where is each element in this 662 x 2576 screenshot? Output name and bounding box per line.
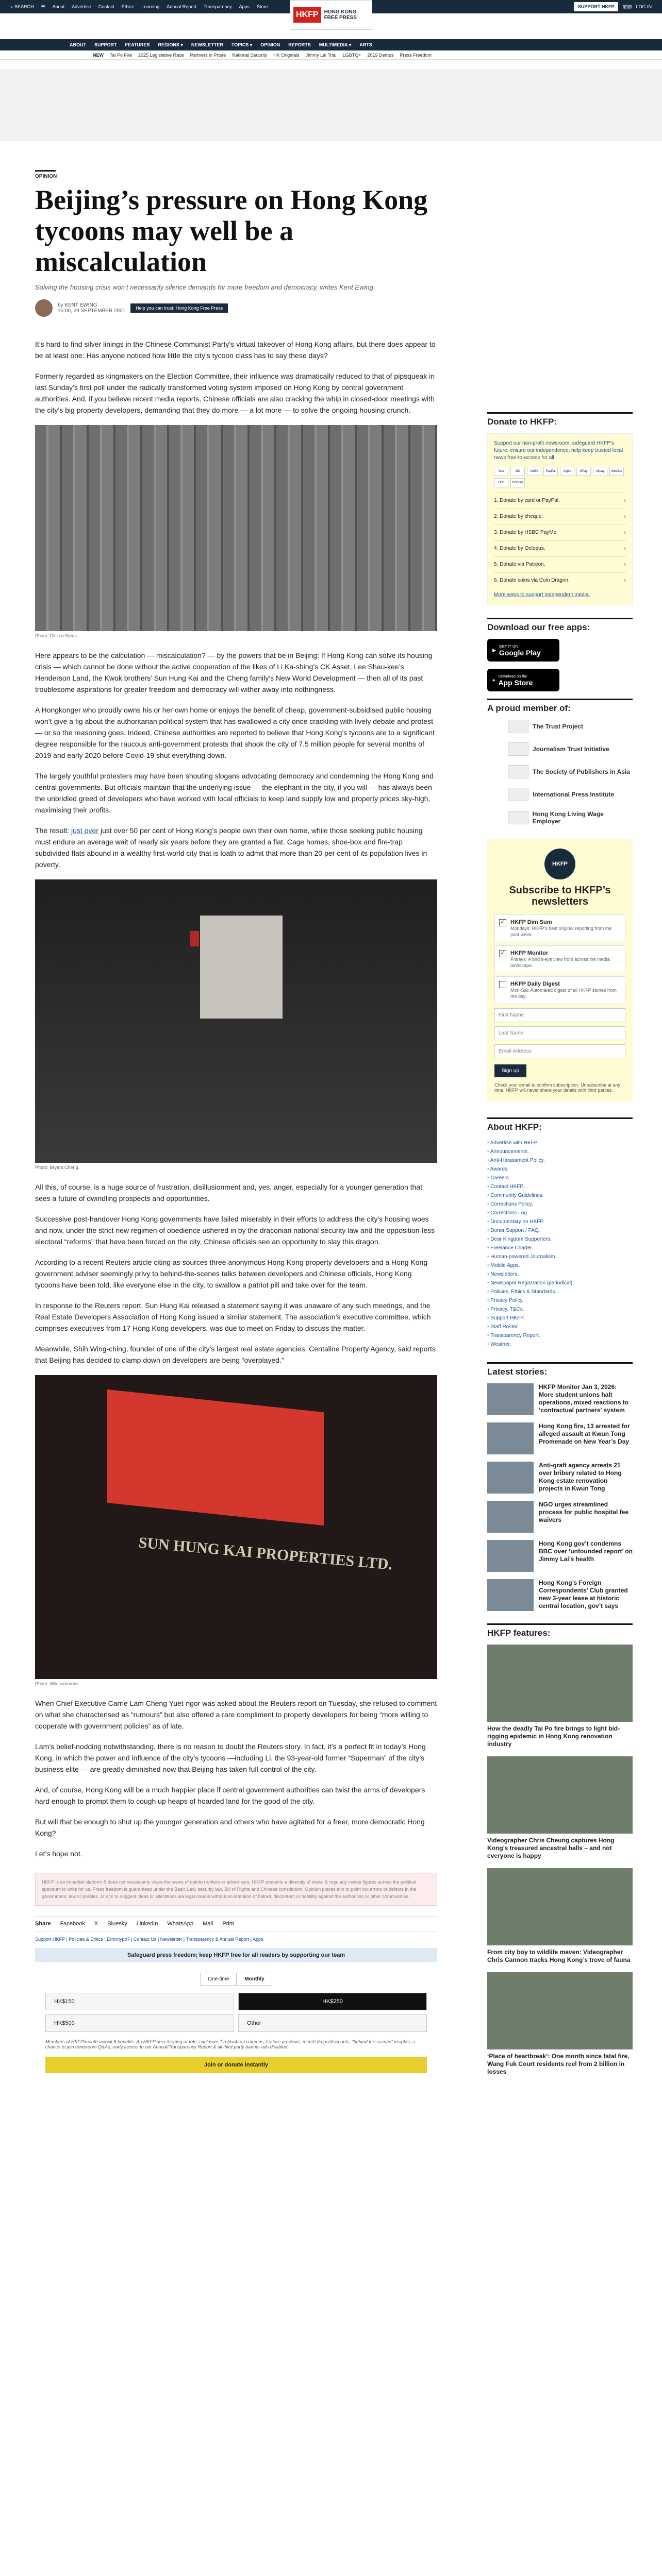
octopus-icon: Octopus [510,478,525,487]
search-link[interactable]: ⌕ SEARCH [10,4,34,9]
paragraph: It’s hard to find silver linings in the Chinese Communist Party’s virtual takeover of Hong Kong affairs, but there does appear to be at least one: Has anyone noticed how little the city’s tycoon class has to say these days? [35,340,436,360]
paragraph: All this, of course, is a huge source of frustration, disillusionment and, yes, anger, especially for a younger generation that sees a future of dwindling prospects and opportunities. [35,1183,422,1202]
result-pre: The result: [35,826,72,835]
share-print[interactable]: Print [222,1921,234,1927]
result-post: just over 50 per cent of Hong Kong’s people own their own home, while those seeking public housing must endure an average wait of nearly six years before they are granted a flat. Cage homes, shoe-box and fire-trap subdivided flats abound in a wealthy first-world city that is loath to admit that more than 20 per cent of its population lives in poverty. [35,826,427,869]
share-whatsapp[interactable]: WhatsApp [167,1921,194,1927]
author[interactable]: by KENT EWING [58,302,97,308]
googlepay-icon: GPay [576,467,591,476]
story-title[interactable]: HKFP Monitor Jan 3, 2026: More student unions halt operations, mixed reactions to ‘contractual partners’ system [539,1383,629,1414]
donate-label: 2. Donate by cheque. [494,514,543,519]
member-logo[interactable] [508,720,633,733]
about-heading: About HKFP: [487,1117,633,1132]
nav-features[interactable]: FEATURES [125,42,150,47]
list-item[interactable] [487,1540,633,1572]
share-bar [35,1916,437,1931]
nav-reports[interactable]: REPORTS [288,42,311,47]
about-link[interactable]: • Weather. [487,1340,633,1349]
story-thumb [487,1383,534,1415]
login-link[interactable]: LOG IN [636,4,652,9]
donate-label: 6. Donate coins via Coin Dragon. [494,578,570,583]
hot-item[interactable]: Jimmy Lai Trial [305,52,337,58]
latest-list [487,1383,633,1611]
ad-banner [0,69,662,141]
about-link[interactable]: • Corrections Policy. [487,1200,633,1209]
chevron-right-icon: › [624,546,626,551]
first-name-input[interactable]: First Name [494,1008,625,1022]
donate-label: 4. Donate by Octopus. [494,546,545,551]
caption: Photo: Citizen News. [35,633,78,638]
newsletter-option[interactable] [494,914,625,942]
hot-item[interactable]: 2025 Legislative Race [138,52,184,58]
living-wage-icon [508,811,528,824]
newsletter-logo: HKFP [544,849,575,879]
paragraph: A Hongkonger who proudly owns his or her own home or enjoys the benefit of cheap, government-subsidised public housing won’t give a fig about the authoritarian political system that has swallowed a city once crackling with lively debate and protest — or so the reasoning goes. Indeed, Chinese authorities are reported to believe that Hong Kong’s tycoons are to a significant degree responsible for the raucous anti-government protests that shook the city of 7.5 million people for several months of 2019 and early 2020 before Covid-19 shut everything down. [35,706,435,759]
donate-label: 5. Donate via Patreon. [494,562,545,567]
util-about[interactable]: About [52,4,65,9]
about-link[interactable]: • Dear Kingdom Supporters. [487,1235,633,1244]
email-input[interactable]: Email Address [494,1044,625,1058]
donate-heading: Donate to HKFP: [487,412,633,427]
page-title: Beijing’s pressure on Hong Kong tycoons may well be a miscalculation [35,184,428,277]
amount-options [45,1993,427,2032]
about-link[interactable]: • Announcements. [487,1147,633,1156]
paragraph: Formerly regarded as kingmakers on the Election Committee, their influence was dramatically reduced to that of pipsqueak in last Sunday’s first poll under the radically transformed voting system imposed on Hong Kong by central government authorities. And, if you believe recent media reports, Chinese officials are also cracking the whip in closed-door meetings with the city’s big property developers, demanding that they do more — a lot more — to solve the ongoing housing crunch. [35,372,435,414]
trending-bar [0,50,662,60]
paragraph: When Chief Executive Carrie Lam Cheng Yuet-ngor was asked about the Reuters report on Tuesday, she refused to comment on what she characterised as “rumours” but also offered a rare compliment to property developers for being “more willing to cooperate with government policies” as of late. [35,1699,437,1730]
util-advertise[interactable]: Advertise [72,4,91,9]
donate-option[interactable] [494,572,626,588]
byline-text [58,302,125,314]
share-facebook[interactable]: Facebook [60,1921,85,1927]
applepay-icon: Apple [560,467,574,476]
list-item[interactable] [487,1579,633,1611]
jti-icon [508,742,528,756]
latest-heading: Latest stories: [487,1362,633,1377]
member-logo[interactable] [508,788,633,801]
share-mail[interactable]: Mail [203,1921,213,1927]
play-icon: ▶ [492,647,496,653]
paragraph: Here appears to be the calculation — miscalculation? — by the powers that be in Beijing: If Hong Kong can solve its housing crisis — which cannot be done without the active cooperation of the likes of Li Ka-shing’s CK Asset, Lee Shau-kee’s Henderson Land, the Kwok brothers’ Sun Hung Kai and the Cheng family’s New World Development — then all of its past troublesome aspirations for greater freedom and democracy will wither away into nothingness. [35,651,433,693]
help-trust-button[interactable]: Help you can trust: Hong Kong Free Press [130,303,228,313]
option-desc: Mondays: HKFP's best original reporting from the past week. [510,926,612,937]
story-title[interactable]: Hong Kong fire, 13 arrested for alleged assault at Kwun Tong Promenade on New Year’s Day [539,1422,630,1445]
story-thumb [487,1422,534,1454]
util-store[interactable]: Store [257,4,268,9]
paragraph: Lam’s belief-nodding notwithstanding, there is no reason to doubt the Reuters story. In fact, it’s a perfect fit in today’s Hong Kong, in which the power and influence of the city’s tycoons —including Li, the 93-year-old former “Superman” of the city’s business elite — are greatly diminished now that Beijing has taken full control of the city. [35,1742,426,1773]
checkbox-checked-icon[interactable]: ✓ [499,950,506,957]
sopa-icon [508,765,528,778]
hkfp-logo[interactable] [290,0,372,30]
feature-title[interactable]: How the deadly Tai Po fire brings to light bid-rigging epidemic in Hong Kong renovation industry [487,1725,620,1748]
util-apps[interactable]: Apps [239,4,250,9]
member-heading: A proud member of: [487,699,633,714]
support-banner[interactable]: Safeguard press freedom; keep HKFP free for all readers by supporting our team [35,1948,437,1962]
wechat-icon: WeChat [609,467,624,476]
logo-text [324,9,357,21]
newsletter-note: Check your email to confirm subscription. Unsubscribe at any time. HKFP will never share your details with third parties. [494,1082,621,1093]
amount-500[interactable]: HK$500 [45,2014,234,2032]
nav-support[interactable]: SUPPORT [94,42,117,47]
list-item[interactable] [487,1383,633,1415]
logo-line1: HONG KONG [324,9,357,15]
nav-about[interactable]: ABOUT [70,42,86,47]
support-button[interactable]: SUPPORT HKFP [574,2,619,11]
nav-newsletter[interactable]: NEWSLETTER [191,42,223,47]
util-ethics[interactable]: Ethics [121,4,135,9]
cage-home-photo [35,879,437,1163]
member-logo[interactable] [508,742,633,756]
checkbox-checked-icon[interactable]: ✓ [499,919,506,926]
main-nav [0,39,662,50]
donate-label: 3. Donate by HSBC PayMe. [494,530,558,535]
story-title[interactable]: Hong Kong gov’t condemns BBC over ‘unfounded report’ on Jimmy Lai’s health [539,1540,633,1563]
apps-heading: Download our free apps: [487,618,633,633]
about-link[interactable]: • Staff Roster. [487,1323,633,1331]
about-link[interactable]: • Transparency Report. [487,1331,633,1340]
share-linkedin[interactable]: LinkedIn [136,1921,158,1927]
about-link[interactable]: • Documentary on HKFP. [487,1217,633,1226]
about-link[interactable]: • Awards. [487,1165,633,1174]
visa-icon: Visa [494,467,508,476]
option-name: HKFP Dim Sum [510,919,552,925]
donate-option[interactable] [494,540,626,556]
logo-line2: FREE PRESS [324,15,357,21]
chevron-right-icon: › [624,530,626,535]
newsletter-title: Subscribe to HKFP’s newsletters [509,885,611,907]
member-benefits: Members of HKFP/month unlock 6 benefits: An HKFP deer keyring or tote; exclusive Tin Hanbeat columns; feature previews; merch drops/discounts; "behind the scenes" insights; a chance to join newsroom Q&As; early access to our Annual/Transparency Report & all third-party banner ads disabled. [45,2039,415,2049]
about-link[interactable]: • Newspaper Registration (periodical). [487,1279,633,1287]
about-link[interactable]: • Corrections Log. [487,1209,633,1217]
paragraph: According to a recent Reuters article citing as sources three anonymous Hong Kong property developers and a Hong Kong government adviser seemingly privy to behind-the-scenes talks between developers and Chinese officials, Hong Kong tycoons have been told, like everyone else in the city, to swallow a patriot pill and take over for the team. [35,1258,428,1289]
trust-project-icon [508,720,528,733]
paragraph [35,825,437,870]
features-heading: HKFP features: [487,1623,633,1638]
join-button[interactable]: Join or donate instantly [45,2057,427,2073]
logo-mark: HKFP [293,7,321,23]
newsletter-option[interactable] [494,945,625,973]
nav-regions[interactable]: REGIONS ▾ [158,42,183,47]
more-ways-link[interactable]: More ways to support independent media. [494,592,590,598]
option-desc: Fridays: A bird's-eye view from across the media landscape. [510,957,610,968]
payment-icons [494,467,626,487]
paragraph: Meanwhile, Shih Wing-ching, founder of one of the city’s largest real estate agencies, Centaline Property Agency, said reports that Beijing has decided to clamp down on developers are being “overplayed.” [35,1345,436,1364]
paragraph: The largely youthful protesters may have been shouting slogans advocating democracy and condemning the Hong Kong and central governments. But officials maintain that the underlying issue — the elephant in the city, if you will — has always been the unbridled greed of developers who have worked with local officials to keep land supply low and property prices sky-high, maximising their profits. [35,772,434,814]
caption: Photo: Bryant Cheng. [35,1165,80,1170]
menu-icon[interactable]: ☰ [41,4,45,9]
paypal-icon: PayPal [543,467,558,476]
util-annual[interactable]: Annual Report [167,4,196,9]
story-thumb [487,1462,534,1494]
tab-one-time[interactable]: One-time [200,1973,237,1986]
about-link[interactable]: • Freelance Charter. [487,1244,633,1252]
donate-option[interactable] [494,493,626,509]
newsletter-box [487,839,633,1102]
hot-item[interactable]: Tai Po Fire [110,52,133,58]
amount-250[interactable]: HK$250 [238,1993,427,2010]
caption: Photo: Wikicommons. [35,1681,80,1686]
member-name: Journalism Trust Initiative [533,745,609,753]
about-link[interactable]: • Privacy, T&Cs. [487,1305,633,1314]
util-transparency[interactable]: Transparency [203,4,232,9]
feature-image[interactable] [487,1972,633,2049]
donate-option[interactable] [494,556,626,572]
donate-option[interactable] [494,524,626,540]
story-thumb [487,1540,534,1572]
paragraph: But will that be enough to shut up the younger generation and others who have agitated for a freer, more democratic Hong Kong? [35,1818,425,1837]
chevron-right-icon: › [624,514,626,519]
story-thumb [487,1579,534,1611]
byline [35,299,458,317]
about-link[interactable]: • Mobile Apps. [487,1261,633,1270]
about-link[interactable]: • Newsletters. [487,1270,633,1279]
paragraph: And, of course, Hong Kong will be a much happier place if central government authorities can twist the arms of developers hard enough to prompt them to cough up heaps of hoarded land for the good of the city. [35,1786,425,1805]
share-x[interactable]: X [94,1921,98,1927]
util-learning[interactable]: Learning [141,4,160,9]
top-right-actions [574,2,652,11]
option-name: HKFP Monitor [510,950,549,956]
about-link[interactable]: • Support HKFP. [487,1314,633,1323]
feature-image[interactable] [487,1756,633,1834]
tab-monthly[interactable]: Monthly [237,1973,272,1986]
about-link[interactable]: • Policies, Ethics & Standards. [487,1287,633,1296]
inline-link[interactable]: just over [71,826,98,835]
member-logo[interactable] [508,765,633,778]
about-link[interactable]: • Contact HKFP. [487,1182,633,1191]
gp-text [499,643,541,657]
as-small: Download on the [498,674,527,679]
hot-item[interactable]: HK Originals [273,52,300,58]
chevron-right-icon: › [624,498,626,503]
about-link[interactable]: • Donor Support / FAQ. [487,1226,633,1235]
feature-title[interactable]: ‘Place of heartbreak’: One month since fatal fire, Wang Fuk Court residents reel from 2 billion in losses [487,2053,630,2075]
ipi-icon [508,788,528,801]
member-name: Hong Kong Living Wage Employer [532,810,604,825]
share-label: Share [35,1921,51,1927]
option-text [510,919,621,938]
hot-item[interactable]: Partners in Prose [190,52,226,58]
member-name: International Press Institute [533,791,615,798]
nav-topics[interactable]: TOPICS ▾ [231,42,253,47]
newsletter-option[interactable] [494,976,625,1004]
story-title[interactable]: Hong Kong’s Foreign Correspondents’ Club granted new 3-year lease at historic central location, gov’t says [539,1579,628,1609]
option-text [510,950,621,969]
share-bluesky[interactable]: Bluesky [107,1921,127,1927]
subtitle: Solving the housing crisis won’t necessarily silence demands for more freedom and democracy, writes Kent Ewing. [35,283,375,291]
avatar [35,299,53,317]
nav-arts[interactable]: ARTS [359,42,372,47]
section-label[interactable]: OPINION [35,170,56,179]
hot-item[interactable]: National Security [232,52,268,58]
about-link[interactable]: • Community Guidelines. [487,1191,633,1200]
donate-intro[interactable]: Support our non-profit newsroom: safeguard HKFP’s future, ensure our independence, help keep trusted local news free-to-access for all. [494,440,623,461]
hot-item[interactable]: 2019 Demos [367,52,394,58]
disclaimer: HKFP is an impartial platform & does not necessarily share the views of opinion writers or advertisers. HKFP presents a diversity of views & regularly invites figures across the political spectrum to write for us. Press freedom is guaranteed under the Basic Law, security law, Bill of Rights and Chinese constitution. Opinion pieces aim to point out errors or defects in the government, law or policies, or aim to suggest ideas or alterations via legal means without an intention of hatred, discontent or hostility against the authorities or other communities. [35,1873,437,1906]
alipay-icon: Alipay [593,467,607,476]
as-label: App Store [498,679,533,687]
gp-label: Google Play [499,649,541,657]
about-link[interactable]: • Anti-Harassment Policy. [487,1156,633,1165]
hot-item[interactable]: Press Freedom [400,52,432,58]
google-play-button[interactable] [487,639,559,662]
about-link[interactable]: • Human-powered Journalism. [487,1252,633,1261]
paragraph: Let’s hope not. [35,1850,82,1858]
list-item[interactable] [487,1462,633,1494]
donate-option[interactable] [494,509,626,524]
about-link[interactable]: • Careers. [487,1174,633,1182]
list-item[interactable] [487,1422,633,1454]
chevron-right-icon: › [624,578,626,583]
feature-title[interactable]: Videographer Chris Cheung captures Hong Kong’s treasured ancestral halls – and not everyone is happy [487,1837,615,1859]
hot-item[interactable]: LGBTQ+ [342,52,361,58]
chevron-right-icon: › [624,562,626,567]
about-link[interactable]: • Advertise with HKFP. [487,1139,633,1147]
search-icon: ⌕ [10,4,13,9]
util-contact[interactable]: Contact [98,4,114,9]
option-name: HKFP Daily Digest [510,981,560,987]
buildings-photo [35,425,437,631]
last-name-input[interactable]: Last Name [494,1026,625,1040]
amex-icon: AmEx [527,467,541,476]
member-logos [487,720,633,825]
as-text [498,673,533,687]
apple-icon: ● [492,677,495,683]
mastercard-icon: MC [510,467,525,476]
date: 15:00, 29 SEPTEMBER 2021 [58,308,126,314]
feature-title[interactable]: From city boy to wildlife maven: Videographer Chris Cannon tracks Hong Kong’s trove of fauna [487,1948,631,1963]
fps-icon: FPS [494,478,508,487]
member-name: The Trust Project [533,723,584,730]
feature-image[interactable] [487,1868,633,1945]
nav-opinion[interactable]: OPINION [260,42,280,47]
amount-other[interactable]: Other [238,2014,427,2032]
gp-small: GET IT ON [499,644,519,649]
member-name: The Society of Publishers in Asia [533,768,630,775]
shk-sign-photo [35,1375,437,1679]
amount-150[interactable]: HK$150 [45,1993,234,2010]
checkbox-icon[interactable] [499,981,506,988]
article [35,170,458,2073]
app-store-button[interactable] [487,669,559,691]
paragraph: In response to the Reuters report, Sun Hung Kai released a statement saying it was unaware of any such meetings, and the Real Estate Developers Association of Hong Kong issued a similar statement. The association’s executive committee, which comprises executives from 17 Hong Kong developers, was due to meet on Friday to discuss the matter. [35,1301,431,1332]
story-thumb [487,1501,534,1533]
donate-label: 1. Donate by card or PayPal. [494,498,560,503]
list-item[interactable] [487,1501,633,1533]
donate-box [487,433,633,605]
story-title[interactable]: NGO urges streamlined process for public hospital fee waivers [539,1501,629,1523]
signup-button[interactable]: Sign up [494,1064,526,1077]
sidebar [487,412,633,2084]
member-logo[interactable] [508,810,633,825]
paragraph: Successive post-handover Hong Kong governments have failed miserably in their efforts to address the city’s housing woes and now, under the strict new regimen of obedience ushered in by the draconian national security law and the opposition-less electoral “reforms” that have been forced on the city, Chinese officials see an opportunity to slay this dragon. [35,1215,435,1246]
footer-links[interactable]: Support HKFP | Policies & Ethics | Error/typo? | Contact Us | Newsletter | Transparency & Annual Report | Apps [35,1937,263,1942]
features-list [487,1645,633,2076]
frequency-toggle [35,1973,437,1986]
lang-link[interactable]: 繁體 [622,4,632,10]
option-desc: Mon-Sat: Automated digest of all HKFP stories from the day. [510,988,617,999]
new-label: NEW [93,52,104,58]
about-list [487,1139,633,1349]
nav-multimedia[interactable]: MULTIMEDIA ▾ [319,42,352,47]
option-text [510,981,621,999]
feature-image[interactable] [487,1645,633,1722]
story-title[interactable]: Anti-graft agency arrests 21 over bribery related to Hong Kong estate renovation projects in Kwun Tong [539,1462,622,1492]
shk-sign-text: SUN HUNG KAI PROPERTIES LTD. [138,1534,393,1573]
about-link[interactable]: • Privacy Policy. [487,1296,633,1305]
